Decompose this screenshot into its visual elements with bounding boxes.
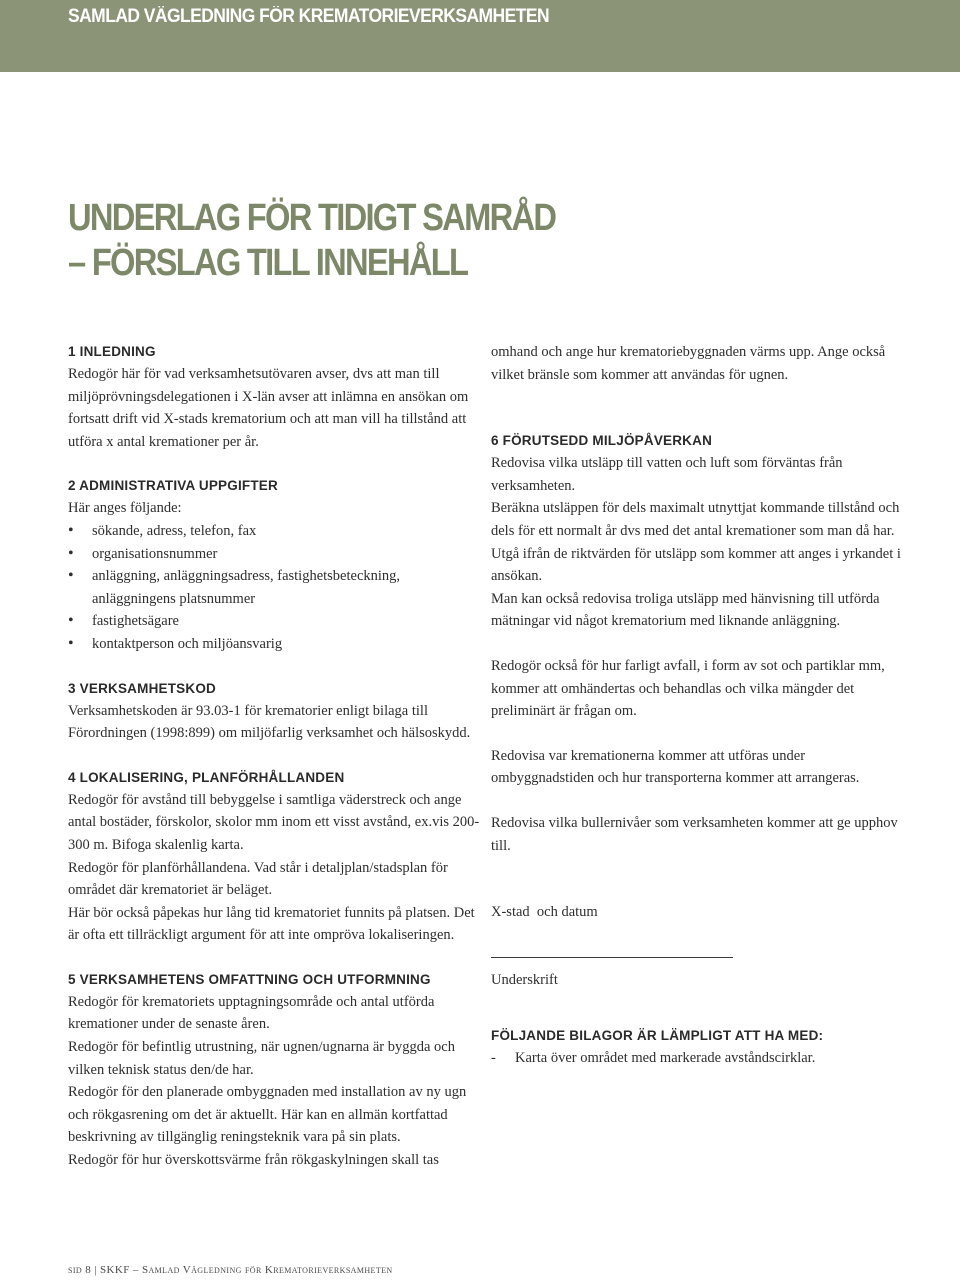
- header-title: SAMLAD VÄGLEDNING FÖR KREMATORIEVERKSAMHETEN: [68, 6, 550, 27]
- page-title-line-2: – FÖRSLAG TILL INNEHÅLL: [68, 242, 468, 284]
- left-column: [68, 341, 480, 1172]
- section-5-paragraph: Redogör för befintlig utrustning, när ugnen/ugnarna är byggda och vilken teknisk status den/de har.: [68, 1039, 455, 1078]
- section-2-heading: 2 ADMINISTRATIVA UPPGIFTER: [68, 478, 278, 494]
- section-4-heading: 4 LOKALISERING, PLANFÖRHÅLLANDEN: [68, 769, 345, 785]
- attachments-list: [491, 1047, 911, 1070]
- list-item: - Karta över området med markerade avståndscirklar.: [491, 1047, 911, 1070]
- section-5-continued: omhand och ange hur krematoriebyggnaden värms upp. Ange också vilket bränsle som kommer att användas för ugnen.: [491, 344, 886, 383]
- page-title: [68, 196, 555, 286]
- section-5-paragraph: Redogör för hur överskottsvärme från rökgaskylningen skall tas: [68, 1152, 439, 1169]
- section-6-paragraph: Beräkna utsläppen för dels maximalt utnyttjat kommande tillstånd och dels för ett normalt år dvs med det antal kremationer som man då har. Utgå ifrån de riktvärden för utsläpp som kommer att anges i yrkandet i ansökan.: [491, 500, 901, 585]
- list-item: • fastighetsägare: [68, 610, 480, 633]
- signature-line: [491, 957, 733, 958]
- page-footer: sid 8 | SKKF – Samlad Vägledning för Krematorieverksamheten: [68, 1264, 393, 1276]
- right-column: [491, 341, 911, 1070]
- list-item: • kontaktperson och miljöansvarig: [68, 633, 480, 656]
- section-2-list: [68, 520, 480, 656]
- place-and-date: X-stad och datum: [491, 904, 598, 921]
- section-5-paragraph: Redogör för krematoriets upptagningsområde och antal utförda kremationer under de senaste åren.: [68, 993, 435, 1033]
- section-1-heading: 1 INLEDNING: [68, 344, 156, 359]
- list-item: • anläggning, anläggningsadress, fastighetsbeteckning, anläggningens platsnummer: [68, 565, 480, 610]
- hazardous-waste-paragraph: Redogör också för hur farligt avfall, i form av sot och partiklar mm, kommer att omhändertas och behandlas och vilka mängder det preliminärt är frågan om.: [491, 657, 885, 720]
- section-6-paragraph: Redovisa vilka utsläpp till vatten och luft som förväntas från verksamheten.: [491, 455, 843, 494]
- header-bar: [0, 0, 960, 72]
- section-5-heading: 5 VERKSAMHETENS OMFATTNING OCH UTFORMNING: [68, 971, 431, 987]
- section-3-heading: 3 VERKSAMHETSKOD: [68, 680, 216, 696]
- rebuild-period-paragraph: Redovisa var kremationerna kommer att utföras under ombyggnadstiden och hur transporterna kommer att arrangeras.: [491, 747, 860, 787]
- section-1-text: Redogör här för vad verksamhetsutövaren avser, dvs att man till miljöprövningsdelegationen i X-län avser att inlämna en ansökan om fortsatt drift vid X-stads krematorium och att man vill ha tillstånd att utföra x antal kremationer per år.: [68, 366, 469, 450]
- attachments-heading: FÖLJANDE BILAGOR ÄR LÄMPLIGT ATT HA MED:: [491, 1028, 824, 1044]
- section-4-paragraph: Redogör för planförhållandena. Vad står i detaljplan/stadsplan för området där krematoriet är beläget.: [68, 859, 448, 899]
- noise-paragraph: Redovisa vilka bullernivåer som verksamheten kommer att ge upphov till.: [491, 814, 898, 854]
- section-2-intro: Här anges följande:: [68, 500, 182, 517]
- list-item: • organisationsnummer: [68, 543, 480, 566]
- list-item: • sökande, adress, telefon, fax: [68, 520, 480, 543]
- section-4-paragraph: Redogör för avstånd till bebyggelse i samtliga väderstreck och ange antal bostäder, förskolor, skolor mm inom ett visst avstånd, ex.vis 200-300 m. Bifoga skalenlig karta.: [68, 791, 480, 853]
- section-4-paragraph: Här bör också påpekas hur lång tid krematoriet funnits på platsen. Det är ofta ett tillräckligt argument för att inte ompröva lokaliseringen.: [68, 904, 475, 944]
- section-6-heading: 6 FÖRUTSEDD MILJÖPÅVERKAN: [491, 433, 713, 449]
- page-title-line-1: UNDERLAG FÖR TIDIGT SAMRÅD: [68, 197, 556, 239]
- section-6-paragraph: Man kan också redovisa troliga utsläpp med hänvisning till utförda mätningar vid något krematorium med liknande anläggning.: [491, 590, 880, 630]
- section-3-text: Verksamhetskoden är 93.03-1 för krematorier enligt bilaga till Förordningen (1998:899) om miljöfarlig verksamhet och hälsoskydd.: [68, 702, 471, 742]
- section-5-paragraph: Redogör för den planerade ombyggnaden med installation av ny ugn och rökgasrening om det är aktuellt. Här kan en allmän kortfattad beskrivning av tillgänglig reningsteknik vara på sin plats.: [68, 1084, 467, 1146]
- signature-label: Underskrift: [491, 971, 558, 988]
